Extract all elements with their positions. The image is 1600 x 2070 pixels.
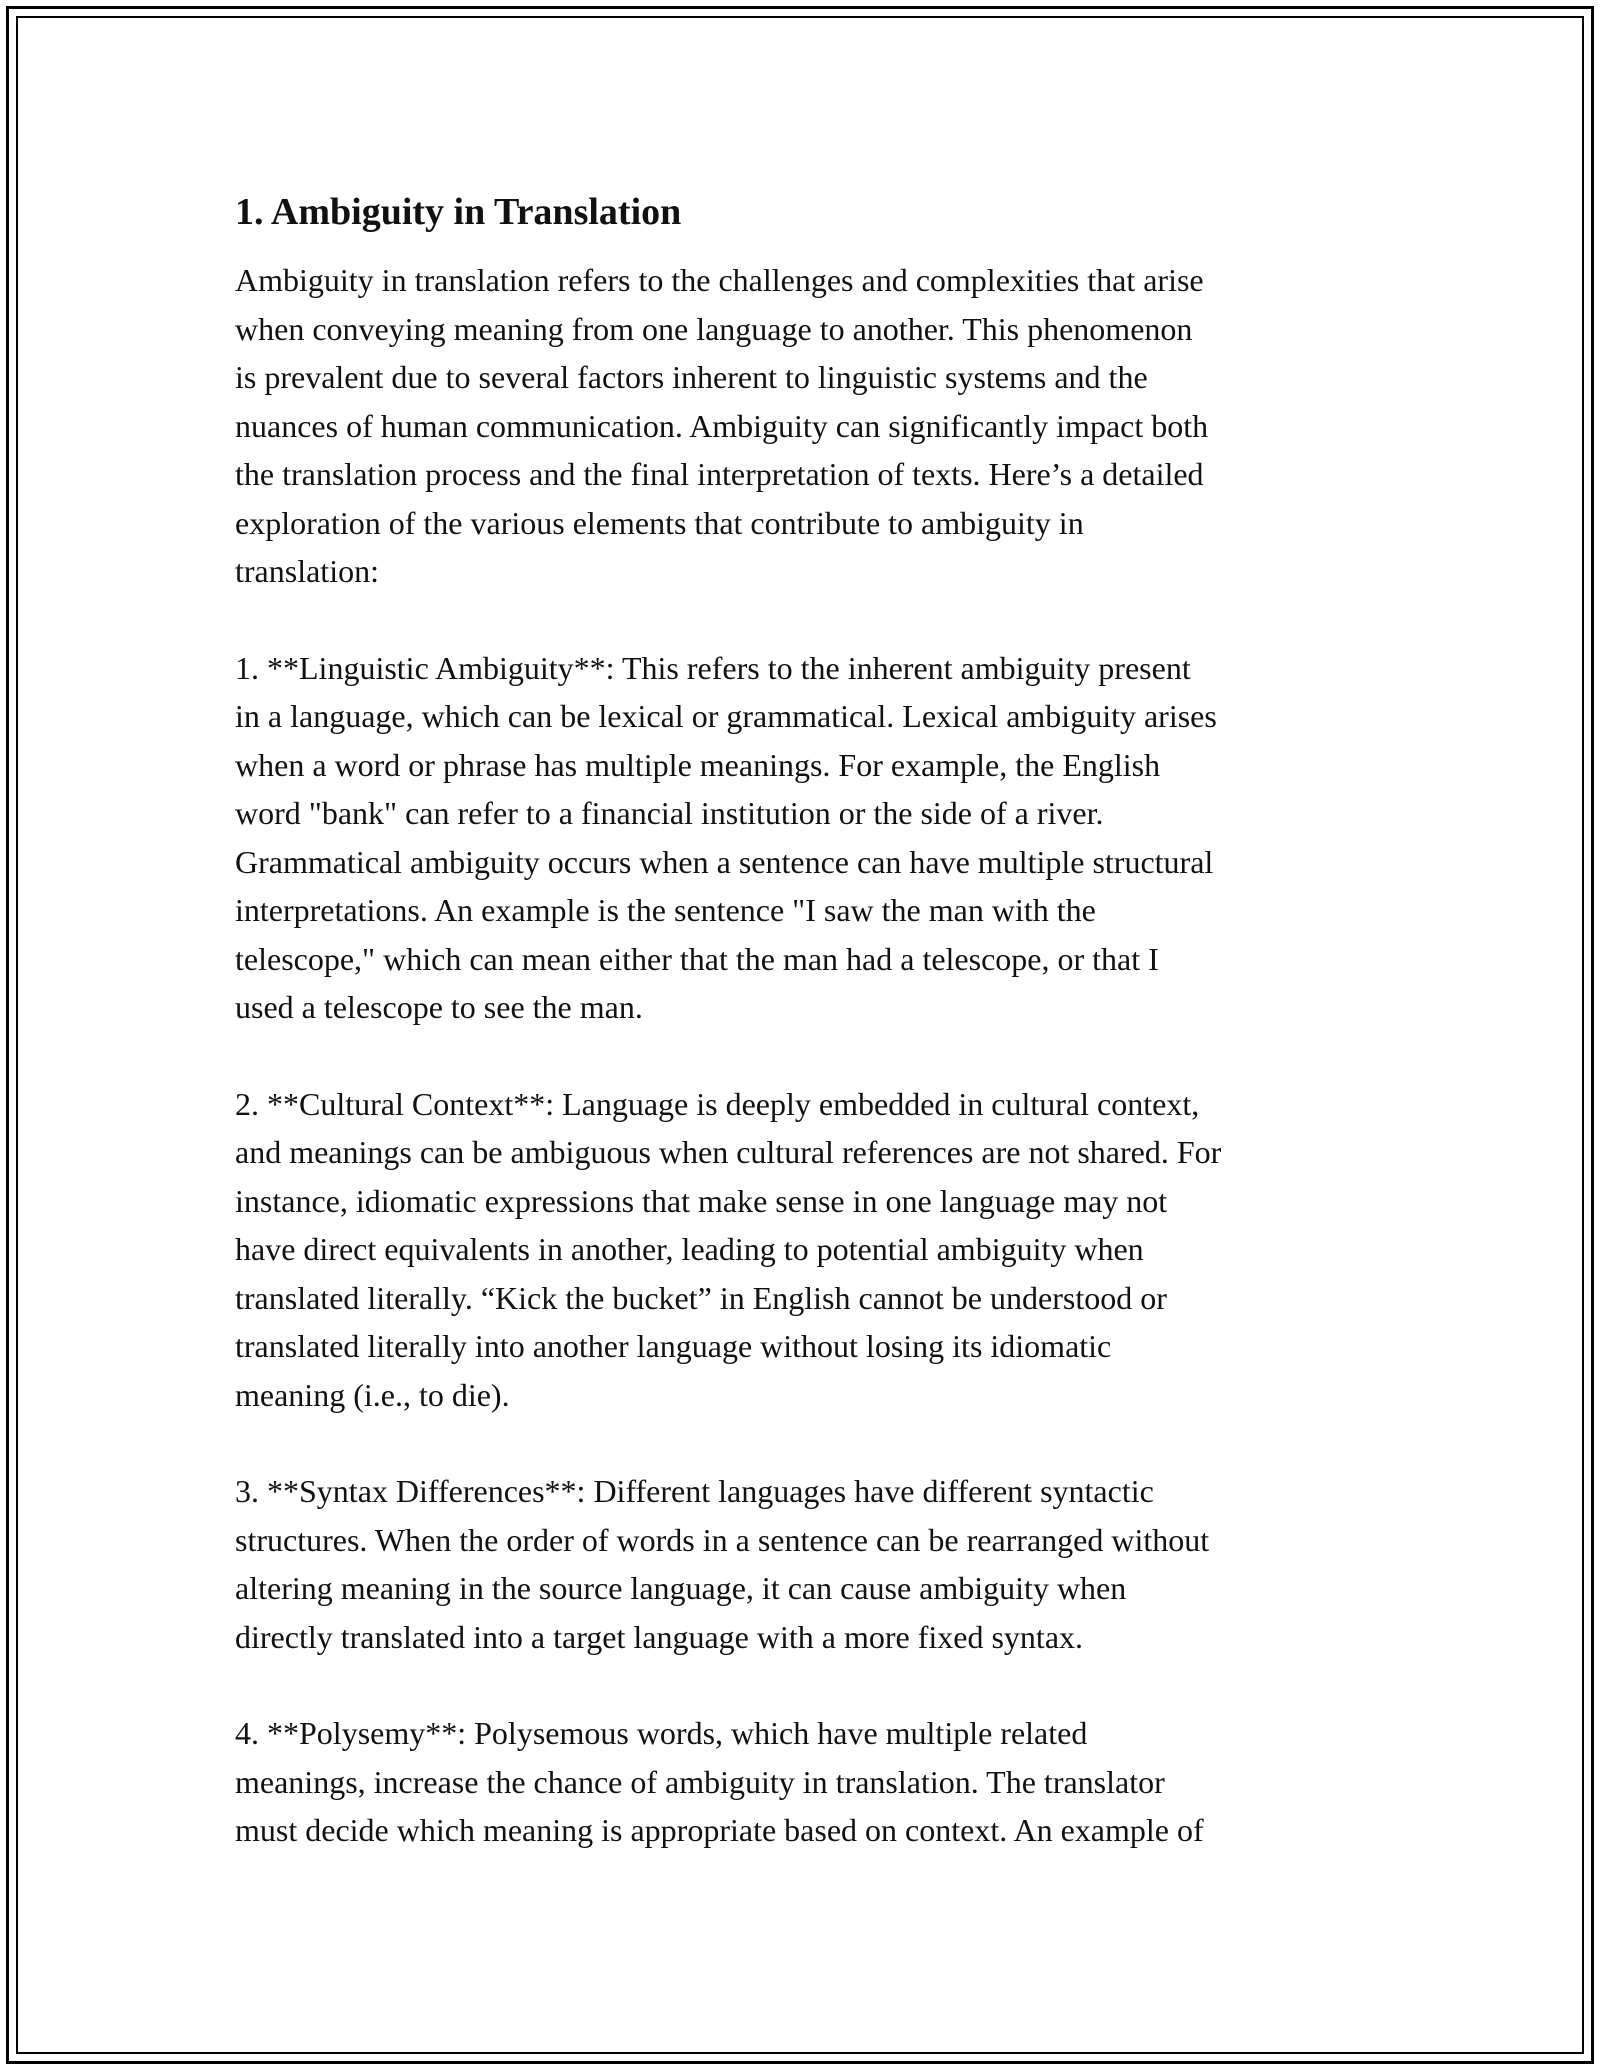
- section-heading: 1. Ambiguity in Translation: [235, 191, 682, 233]
- list-item-polysemy: 4. **Polysemy**: Polysemous words, which have multiple related meanings, increase the chance of ambiguity in translation. The translator must decide which meaning is appropriate based on context. An example of: [235, 1715, 1204, 1848]
- document-body: [235, 188, 1375, 1855]
- list-item-linguistic-ambiguity: 1. **Linguistic Ambiguity**: This refers to the inherent ambiguity present in a language, which can be lexical or grammatical. Lexical ambiguity arises when a word or phrase has multiple meanings. For example, the English word "bank" can refer to a financial institution or the side of a river. Grammatical ambiguity occurs when a sentence can have multiple structural interpretations. An example is the sentence "I saw the man with the telescope," which can mean either that the man had a telescope, or that I used a telescope to see the man.: [235, 649, 1217, 1025]
- intro-paragraph: Ambiguity in translation refers to the challenges and complexities that arise when conveying meaning from one language to another. This phenomenon is prevalent due to several factors inherent to linguistic systems and the nuances of human communication. Ambiguity can significantly impact both the translation process and the final interpretation of texts. Here’s a detailed exploration of the various elements that contribute to ambiguity in translation:: [235, 262, 1209, 589]
- list-item-syntax-differences: 3. **Syntax Differences**: Different languages have different syntactic structures. When the order of words in a sentence can be rearranged without altering meaning in the source language, it can cause ambiguity when directly translated into a target language with a more fixed syntax.: [235, 1473, 1210, 1655]
- list-item-cultural-context: 2. **Cultural Context**: Language is deeply embedded in cultural context, and meanings can be ambiguous when cultural references are not shared. For instance, idiomatic expressions that make sense in one language may not have direct equivalents in another, leading to potential ambiguity when translated literally. “Kick the bucket” in English cannot be understood or translated literally into another language without losing its idiomatic meaning (i.e., to die).: [235, 1085, 1222, 1413]
